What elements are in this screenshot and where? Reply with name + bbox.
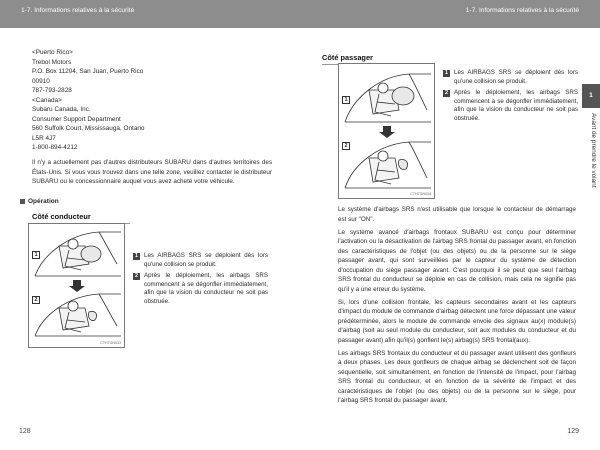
step-text: Les AIRBAGS SRS se déploient dès lors qu'une collision se produit.: [454, 69, 578, 85]
header-title: 1-7. Informations relatives à la sécurité: [465, 7, 579, 14]
page-header-right: [300, 0, 600, 28]
distributor-addresses: [32, 48, 272, 153]
figure-label-1: 1: [342, 96, 350, 104]
step-text: Les AIRBAGS SRS se déploient dès lors qu'une collision se produit.: [144, 252, 268, 268]
address-line: Trebol Motors: [32, 58, 72, 66]
figure-label-1: 1: [32, 251, 40, 259]
page-number-right: 129: [567, 428, 579, 435]
figure-label-2: 2: [32, 296, 40, 304]
step-text: Après le déploiement, les airbags SRS commencent à se dégonfler immédiatement, afin que la vision du conducteur ne soit pas obstruée.: [144, 272, 268, 305]
passenger-airbag-illustration: [339, 64, 436, 200]
body-paragraph: Les airbags SRS frontaux du conducteur et du passager avant utilisent des gonfleurs à deux phases. Les deux gonfleurs de chaque airbag se déclenchent soit de façon séquentielle, soit simultanément, en fonction de l'intensité de l'impact, pour l'airbag SRS frontal du conducteur, et en fonction de la sévérité de l'impact et des caractéristiques de l'objet (ou des objets) ou de la personne sur le siège, pour l'airbag SRS frontal du passager avant.: [338, 349, 576, 404]
chapter-tab-label: Avant de prendre le volant: [590, 113, 597, 188]
step-number-badge: 1: [135, 253, 138, 259]
passenger-steps: [443, 69, 578, 127]
page-header-left: [0, 0, 300, 28]
driver-airbag-figure: [28, 223, 125, 348]
address-line: Subaru Canada, Inc.: [32, 106, 91, 113]
deploy-arrow-icon: [69, 280, 85, 292]
step-item: [133, 252, 268, 269]
right-page: [300, 0, 600, 450]
page-number-left: 128: [19, 428, 31, 435]
address-line: <Canada>: [32, 96, 62, 104]
airbag-description-text: [338, 205, 576, 409]
driver-steps: [133, 252, 268, 310]
body-paragraph: Si, lors d'une collision frontale, les capteurs secondaires avant et les capteurs d'impact du module de commande d'airbag détectent une force dépassant une valeur prédéterminée, alors le module de commande envoie des signaux au(x) module(s) d'airbag (soit au seul module du conducteur, soit aux modules du conducteur et du passager avant) afin qu'il(s) gonflent le(s) airbag(s) SRS frontal(aux).: [338, 298, 576, 344]
address-line: 00910: [32, 77, 50, 85]
address-line: L5R 4J7: [32, 134, 56, 142]
body-paragraph: Le système avancé d'airbags frontaux SUBARU est conçu pour déterminer l'activation ou la désactivation de l'airbag SRS frontal du passager avant, en fonction des caractéristiques de l'objet (ou des objets) ou de la personne sur le siège passager avant, qui sont surveillées par le capteur du système de détection d'occupation du siège passager avant. C'est pourquoi il se peut que seul l'airbag SRS frontal du conducteur se déploie en cas de collision, mais cela ne signifie pas qu'il y a une erreur du système.: [338, 228, 576, 293]
address-line: 1-800-894-4212: [32, 144, 78, 151]
section-title-passenger: Côté passager: [322, 53, 420, 65]
figure-code: CTH7GN033: [100, 341, 121, 345]
section-title-driver: Côté conducteur: [32, 212, 130, 224]
square-bullet-icon: [20, 199, 25, 204]
passenger-airbag-figure: [338, 63, 435, 199]
passenger-airbag-deploy-scene: [345, 74, 431, 122]
step-number-badge: 1: [445, 70, 448, 76]
driver-airbag-deflate-scene: [35, 294, 121, 336]
address-line: Consumer Support Department: [32, 115, 121, 123]
address-line: 787-793-2828: [32, 87, 72, 94]
operation-label: Opération: [28, 198, 59, 205]
step-item: [443, 69, 578, 86]
distributors-paragraph: Il n'y a actuellement pas d'autres distributeurs SUBARU dans d'autres territoires des États-Unis. Si vous vous trouvez dans une telle zone, veuillez contacter le distributeur SUBARU ou le concessionnaire auquel vous avez acheté votre véhicule.: [32, 159, 272, 185]
step-item: [133, 272, 268, 306]
step-number-badge: 2: [445, 90, 448, 97]
operation-heading: [20, 198, 59, 205]
body-paragraph: Le système d'airbags SRS n'est utilisable que lorsque le contacteur de démarrage est sur "ON".: [338, 206, 576, 223]
passenger-airbag-deflate-scene: [345, 142, 431, 188]
step-text: Après le déploiement, les airbags SRS commencent à se dégonfler immédiatement, afin que la vision du conducteur ne soit pas obstruée.: [454, 89, 578, 122]
address-line: <Puerto Rico>: [32, 49, 73, 56]
figure-code: CTH7GN034: [410, 192, 431, 196]
address-line: P.O. Box 11204, San Juan, Puerto Rico: [32, 68, 144, 75]
figure-label-2: 2: [342, 142, 350, 150]
driver-airbag-deploy-scene: [35, 232, 121, 276]
step-number-badge: 2: [135, 273, 138, 280]
chapter-tab: 1: [582, 84, 600, 108]
driver-airbag-illustration: [29, 224, 126, 349]
address-line: 560 Suffolk Court, Mississauga, Ontario: [32, 125, 145, 132]
step-item: [443, 89, 578, 123]
deploy-arrow-icon: [379, 126, 395, 138]
header-title: 1-7. Informations relatives à la sécurité: [21, 7, 135, 14]
